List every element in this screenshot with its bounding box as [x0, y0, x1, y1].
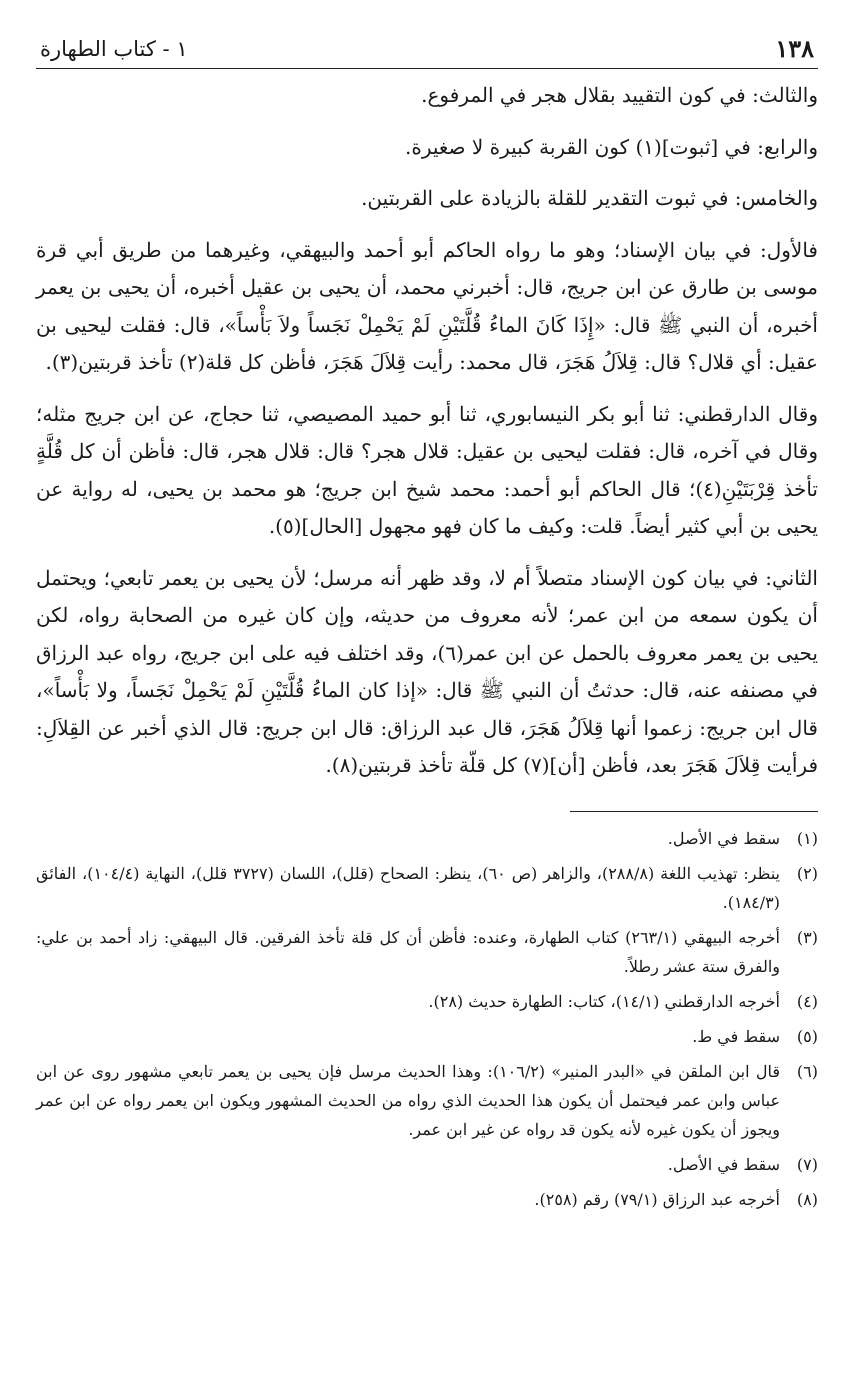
running-header [36, 34, 818, 69]
footnote-text: سقط في الأصل. [667, 1154, 780, 1174]
footnote-number: (٥) [796, 1026, 818, 1046]
footnote [36, 824, 818, 853]
paragraph-first-isnad: فالأول: في بيان الإسناد؛ وهو ما رواه الحاكم أبو أحمد والبيهقي، وغيرهما من طريق أبي قرة موسى بن طارق عن ابن جريج، قال: أخبرني محمد، أن يحيى بن عقيل أخبره، أن يحيى بن يعمر أخبره، أن النبي ﷺ قال: «إِذَا كَانَ الماءُ قُلَّتَيْنِ لَمْ يَحْمِلْ نَجَساً ولاَ بَأْساً»، قال: فقلت ليحيى بن عقيل: أي قلال؟ قال: قِلاَلُ هَجَرَ، قال محمد: رأيت قِلاَلَ هَجَرَ، فأظن كل قلة(٢) تأخذ قربتين(٣). [36, 237, 818, 374]
footnote [36, 987, 818, 1016]
footnote-text: سقط في الأصل. [667, 828, 780, 848]
footnote-number: (١) [796, 828, 818, 848]
footnote-number: (٣) [796, 927, 818, 947]
footnote-text: قال ابن الملقن في «البدر المنير» (١٠٦/٢): وهذا الحديث مرسل فإن يحيى بن يعمر تابعي مشهور روى عن ابن عباس وابن عمر فيحتمل أن يكون هذا الحديث الذي رواه من الحديث المشهور ويكون ابن يعمر رواه عن ابن عمر ويجوز أن يكون غيره لأنه يكون قد رواه عن غير ابن عمر. [36, 1061, 781, 1139]
footnote-text: ينظر: تهذيب اللغة (٢٨٨/٨)، والزاهر (ص ٦٠)، ينظر: الصحاح (قلل)، اللسان (٣٧٢٧ قلل)، النهاية (١٠٤/٤)، الفائق (١٨٤/٣). [36, 863, 780, 912]
footnotes [36, 824, 818, 1214]
paragraph-daraqutni: وقال الدارقطني: ثنا أبو بكر النيسابوري، ثنا أبو حميد المصيصي، ثنا حجاج، عن ابن جريج مثله؛ وقال في آخره، قال: فقلت ليحيى بن عقيل: قلال هجر؟ قال: قلال هجر، قال: فأظن أن كل قُلَّةٍ تأخذ قِرْبَتَيْنِ(٤)؛ قال الحاكم أبو أحمد: محمد شيخ ابن جريج؛ هو محمد بن يحيى، له رواية عن يحيى بن أبي كثير أيضاً. قلت: وكيف ما كان فهو مجهول [الحال](٥). [36, 401, 818, 538]
paragraph-fifth: والخامس: في ثبوت التقدير للقلة بالزيادة على القربتين. [361, 186, 818, 210]
footnote-number: (٧) [796, 1154, 818, 1174]
paragraph-second-connection: الثاني: في بيان كون الإسناد متصلاً أم لا، وقد ظهر أنه مرسل؛ لأن يحيى بن يعمر تابعي؛ ويحتمل أن يكون سمعه من ابن عمر؛ لأنه معروف من حديثه، وإن كان غيره من الصحابة رواه، لكن يحيى بن يعمر معروف بالحمل عن ابن عمر(٦)، وقد اختلف فيه على ابن جريج، رواه عبد الرزاق في مصنفه عنه، قال: حدثتُ أن النبي ﷺ قال: «إذا كان الماءُ قُلَّتَيْنِ لَمْ يَحْمِلْ نَجَساً، ولا بَأْساً»، قال ابن جريج: زعموا أنها قِلاَلُ هَجَرَ، قال عبد الرزاق: قال ابن جريج: قال الذي أخبر عن القِلاَلِ: فرأيت قِلاَلَ هَجَرَ بعد، فأظن [أن](٧) كل قلّة تأخذ قربتين(٨). [36, 565, 818, 777]
main-text [36, 77, 818, 785]
footnote-text: أخرجه الدارقطني (١٤/١)، كتاب: الطهارة حديث (٢٨). [428, 991, 780, 1011]
footnote [36, 923, 818, 981]
footnote [36, 1057, 818, 1144]
footnote-number: (٤) [796, 991, 818, 1011]
paragraph-fourth: والرابع: في [ثبوت](١) كون القربة كبيرة لا صغيرة. [405, 134, 818, 159]
paragraph-third: والثالث: في كون التقييد بقلال هجر في المرفوع. [421, 83, 818, 107]
footnote [36, 1022, 818, 1051]
footnote-separator [570, 811, 818, 812]
footnote-text: أخرجه البيهقي (٢٦٣/١) كتاب الطهارة، وعنده: فأظن أن كل قلة تأخذ الفرقين. قال البيهقي: زاد أحمد بن علي: والفرق ستة عشر رطلاً. [36, 927, 781, 976]
footnote-text: سقط في ط. [692, 1026, 780, 1046]
footnote [36, 1185, 818, 1214]
footnote [36, 859, 818, 917]
page-number: ١٣٨ [775, 34, 814, 63]
chapter-title: ١ - كتاب الطهارة [40, 37, 188, 61]
footnote-number: (٦) [796, 1061, 818, 1081]
footnote-number: (٨) [796, 1189, 818, 1209]
footnote-number: (٢) [796, 863, 818, 883]
footnote-text: أخرجه عبد الرزاق (٧٩/١) رقم (٢٥٨). [534, 1189, 780, 1209]
footnote [36, 1150, 818, 1179]
